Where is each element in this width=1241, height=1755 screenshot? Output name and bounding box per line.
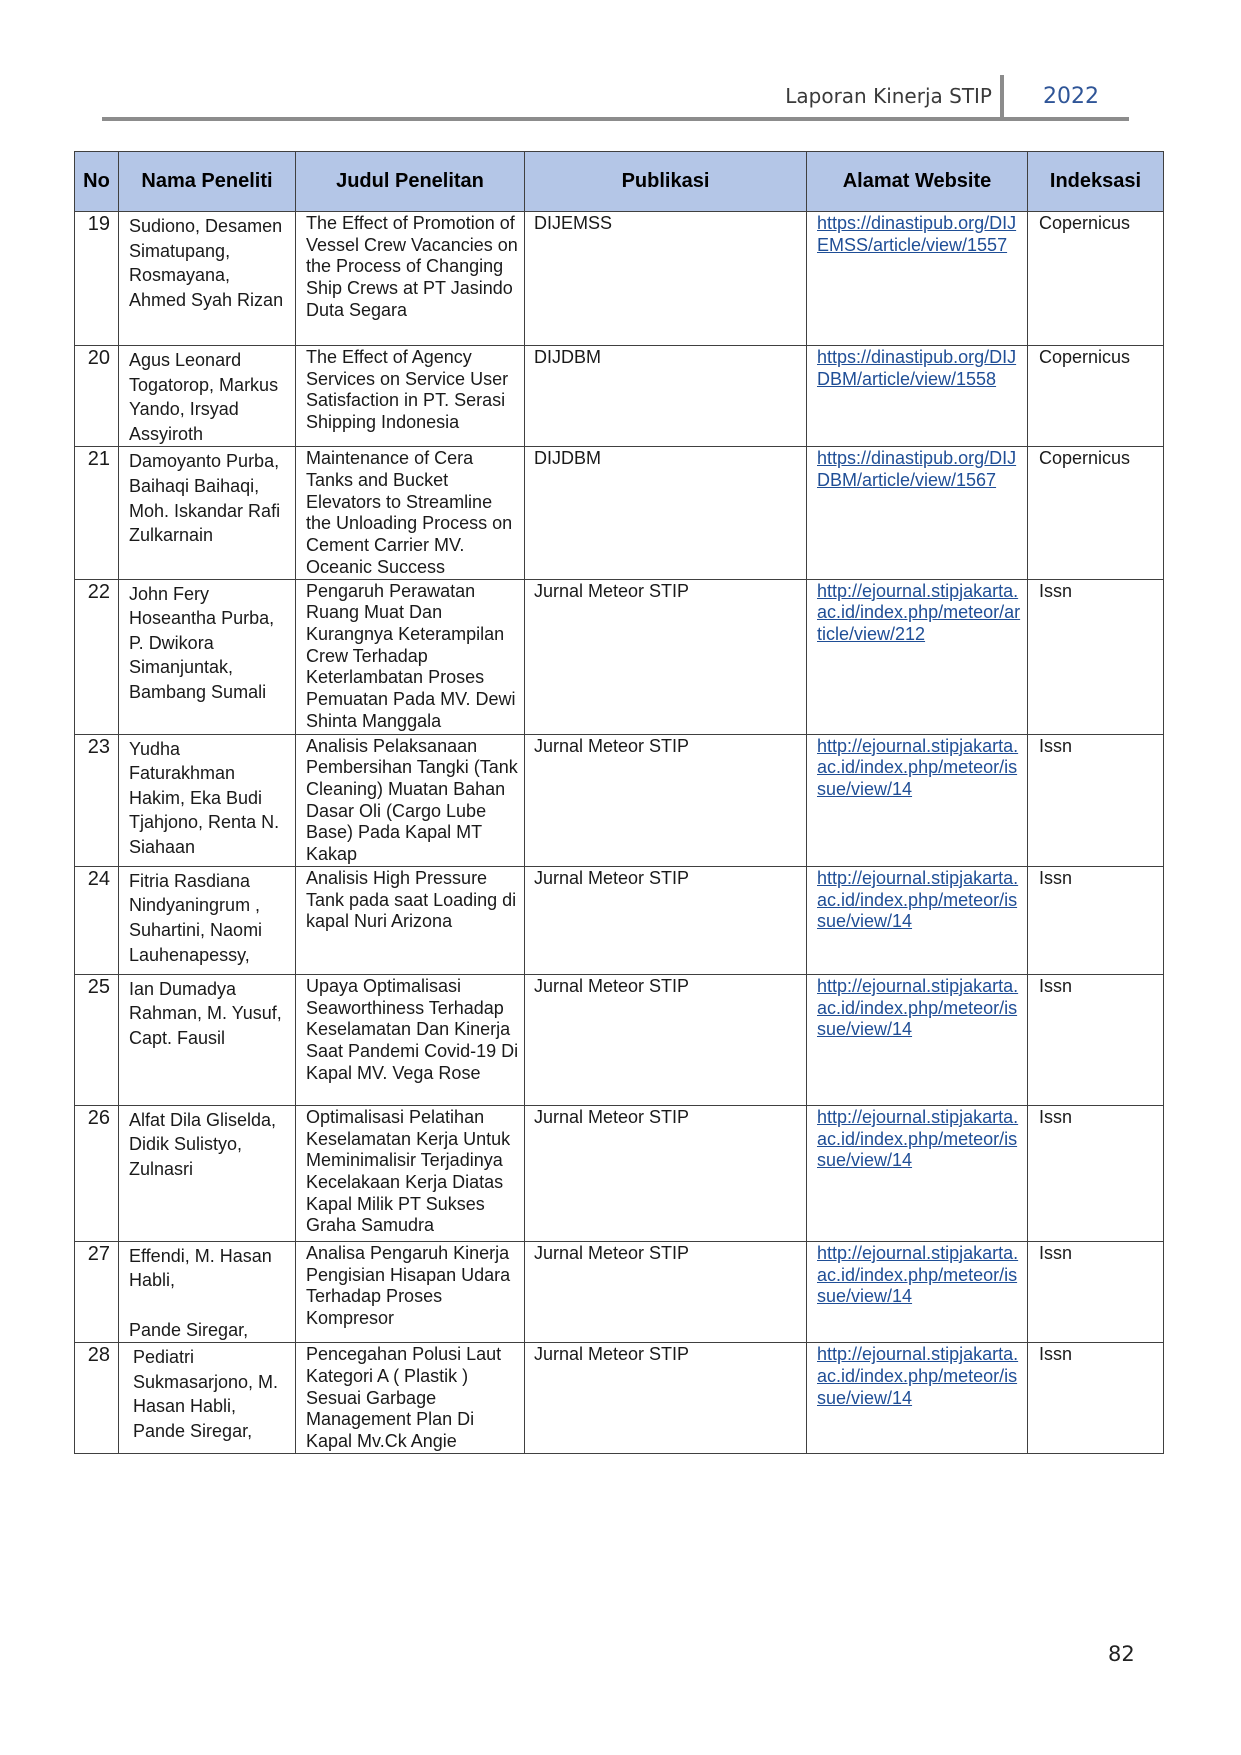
research-title: Maintenance of Cera Tanks and Bucket Elevators to Streamline the Unloading Process on Cement Carrier MV. Oceanic Success bbox=[296, 447, 525, 579]
research-table bbox=[74, 151, 1164, 1454]
table-row bbox=[75, 974, 1164, 1105]
research-title: The Effect of Agency Services on Service User Satisfaction in PT. Serasi Shipping Indonesia bbox=[296, 346, 525, 447]
column-header-index: Indeksasi bbox=[1028, 152, 1164, 212]
researcher-names bbox=[119, 579, 296, 734]
header-divider bbox=[1000, 75, 1004, 119]
researcher-line bbox=[129, 1293, 289, 1318]
row-number: 26 bbox=[75, 1105, 119, 1241]
website-link[interactable]: http://ejournal.stipjakarta.ac.id/index.php/meteor/issue/view/14 bbox=[817, 735, 1019, 799]
publication-name: DIJEMSS bbox=[525, 212, 807, 346]
research-title: Upaya Optimalisasi Seaworthiness Terhadap Keselamatan Dan Kinerja Saat Pandemi Covid-19 Di Kapal MV. Vega Rose bbox=[296, 974, 525, 1105]
website-link[interactable]: http://ejournal.stipjakarta.ac.id/index.php/meteor/issue/view/14 bbox=[817, 1106, 1019, 1171]
publication-name: Jurnal Meteor STIP bbox=[525, 579, 807, 734]
researcher-line: Agus Leonard Togatorop, Markus Yando, Irsyad Assyiroth bbox=[129, 350, 279, 444]
researcher-names bbox=[119, 1241, 296, 1342]
website-cell bbox=[807, 974, 1028, 1105]
publication-name: Jurnal Meteor STIP bbox=[525, 866, 807, 974]
website-link[interactable]: https://dinastipub.org/DIJEMSS/article/view/1557 bbox=[817, 213, 1017, 255]
column-header-website: Alamat Website bbox=[807, 152, 1028, 212]
researcher-names bbox=[119, 1343, 296, 1454]
row-number: 19 bbox=[75, 212, 119, 346]
researcher-line: John Fery Hoseantha Purba, P. Dwikora Simanjuntak, Bambang Sumali bbox=[129, 583, 275, 702]
publication-name: Jurnal Meteor STIP bbox=[525, 734, 807, 866]
researcher-line: Ian Dumadya Rahman, M. Yusuf, Capt. Fausil bbox=[129, 978, 282, 1048]
website-cell bbox=[807, 1105, 1028, 1241]
table-body bbox=[75, 212, 1164, 1454]
publication-name: Jurnal Meteor STIP bbox=[525, 1343, 807, 1454]
table-row bbox=[75, 346, 1164, 447]
researcher-names bbox=[119, 346, 296, 447]
researcher-names bbox=[119, 866, 296, 974]
row-number: 20 bbox=[75, 346, 119, 447]
website-link[interactable]: http://ejournal.stipjakarta.ac.id/index.php/meteor/article/view/212 bbox=[817, 580, 1021, 644]
website-link[interactable]: http://ejournal.stipjakarta.ac.id/index.php/meteor/issue/view/14 bbox=[817, 867, 1019, 932]
website-link[interactable]: https://dinastipub.org/DIJDBM/article/view/1567 bbox=[817, 448, 1017, 491]
website-link[interactable]: http://ejournal.stipjakarta.ac.id/index.php/meteor/issue/view/14 bbox=[817, 1242, 1019, 1307]
indexing: Copernicus bbox=[1028, 212, 1164, 346]
indexing: Issn bbox=[1028, 1343, 1164, 1454]
table-row bbox=[75, 447, 1164, 579]
report-title: Laporan Kinerja STIP bbox=[785, 84, 992, 108]
row-number: 22 bbox=[75, 579, 119, 734]
column-header-title: Judul Penelitan bbox=[296, 152, 525, 212]
publication-name: DIJDBM bbox=[525, 346, 807, 447]
research-title: Optimalisasi Pelatihan Keselamatan Kerja Untuk Meminimalisir Terjadinya Kecelakaan Kerja Diatas Kapal Milik PT Sukses Graha Samudra bbox=[296, 1105, 525, 1241]
row-number: 23 bbox=[75, 734, 119, 866]
research-title: Analisis Pelaksanaan Pembersihan Tangki (Tank Cleaning) Muatan Bahan Dasar Oli (Cargo Lube Base) Pada Kapal MT Kakap bbox=[296, 734, 525, 866]
research-title: Analisis High Pressure Tank pada saat Loading di kapal Nuri Arizona bbox=[296, 866, 525, 974]
report-year: 2022 bbox=[1043, 84, 1099, 109]
table-row bbox=[75, 1343, 1164, 1454]
column-header-researcher: Nama Peneliti bbox=[119, 152, 296, 212]
row-number: 24 bbox=[75, 866, 119, 974]
row-number: 28 bbox=[75, 1343, 119, 1454]
website-link[interactable]: http://ejournal.stipjakarta.ac.id/index.php/meteor/issue/view/14 bbox=[817, 975, 1019, 1040]
researcher-names bbox=[119, 447, 296, 579]
researcher-line: Yudha Faturakhman Hakim, Eka Budi Tjahjono, Renta N. Siahaan bbox=[129, 738, 280, 857]
research-title: The Effect of Promotion of Vessel Crew Vacancies on the Process of Changing Ship Crews at PT Jasindo Duta Segara bbox=[296, 212, 525, 346]
table-row bbox=[75, 734, 1164, 866]
publication-name: Jurnal Meteor STIP bbox=[525, 1241, 807, 1342]
page-header bbox=[102, 72, 1129, 122]
website-link[interactable]: http://ejournal.stipjakarta.ac.id/index.php/meteor/issue/view/14 bbox=[817, 1344, 1019, 1408]
researcher-line: Fitria Rasdiana Nindyaningrum , Suhartini, Naomi Lauhenapessy, bbox=[129, 870, 263, 965]
website-cell bbox=[807, 866, 1028, 974]
researcher-line: Sudiono, Desamen Simatupang, Rosmayana, Ahmed Syah Rizan bbox=[129, 216, 284, 310]
table-row bbox=[75, 1105, 1164, 1241]
table-header bbox=[75, 152, 1164, 212]
row-number: 21 bbox=[75, 447, 119, 579]
row-number: 27 bbox=[75, 1241, 119, 1342]
table-row bbox=[75, 1241, 1164, 1342]
publication-name: DIJDBM bbox=[525, 447, 807, 579]
row-number: 25 bbox=[75, 974, 119, 1105]
column-header-publication: Publikasi bbox=[525, 152, 807, 212]
header-rule bbox=[102, 117, 1129, 121]
website-cell bbox=[807, 1241, 1028, 1342]
researcher-names bbox=[119, 212, 296, 346]
publication-name: Jurnal Meteor STIP bbox=[525, 974, 807, 1105]
indexing: Issn bbox=[1028, 974, 1164, 1105]
indexing: Issn bbox=[1028, 579, 1164, 734]
researcher-line: Damoyanto Purba, Baihaqi Baihaqi, Moh. Iskandar Rafi Zulkarnain bbox=[129, 451, 281, 546]
researcher-names bbox=[119, 734, 296, 866]
website-link[interactable]: https://dinastipub.org/DIJDBM/article/view/1558 bbox=[817, 347, 1017, 389]
header-row bbox=[75, 152, 1164, 212]
indexing: Issn bbox=[1028, 1105, 1164, 1241]
researcher-line: Effendi, M. Hasan Habli, bbox=[129, 1245, 272, 1291]
website-cell bbox=[807, 212, 1028, 346]
column-header-no: No bbox=[75, 152, 119, 212]
research-title: Pengaruh Perawatan Ruang Muat Dan Kurangnya Keterampilan Crew Terhadap Keterlambatan Proses Pemuatan Pada MV. Dewi Shinta Manggala bbox=[296, 579, 525, 734]
indexing: Issn bbox=[1028, 734, 1164, 866]
website-cell bbox=[807, 447, 1028, 579]
indexing: Issn bbox=[1028, 866, 1164, 974]
table-row bbox=[75, 212, 1164, 346]
table-row bbox=[75, 579, 1164, 734]
website-cell bbox=[807, 734, 1028, 866]
page-number: 82 bbox=[1108, 1642, 1135, 1666]
researcher-line: Alfat Dila Gliselda, Didik Sulistyo, Zulnasri bbox=[129, 1109, 277, 1179]
indexing: Copernicus bbox=[1028, 346, 1164, 447]
researcher-line: Pande Siregar, bbox=[129, 1319, 249, 1340]
website-cell bbox=[807, 579, 1028, 734]
indexing: Copernicus bbox=[1028, 447, 1164, 579]
research-title: Analisa Pengaruh Kinerja Pengisian Hisapan Udara Terhadap Proses Kompresor bbox=[296, 1241, 525, 1342]
researcher-names bbox=[119, 1105, 296, 1241]
indexing: Issn bbox=[1028, 1241, 1164, 1342]
researcher-names bbox=[119, 974, 296, 1105]
researcher-line: Pediatri Sukmasarjono, M. Hasan Habli, Pande Siregar, bbox=[133, 1347, 279, 1441]
website-cell bbox=[807, 346, 1028, 447]
website-cell bbox=[807, 1343, 1028, 1454]
publication-name: Jurnal Meteor STIP bbox=[525, 1105, 807, 1241]
table-row bbox=[75, 866, 1164, 974]
research-title: Pencegahan Polusi Laut Kategori A ( Plastik ) Sesuai Garbage Management Plan Di Kapal Mv.Ck Angie bbox=[296, 1343, 525, 1454]
